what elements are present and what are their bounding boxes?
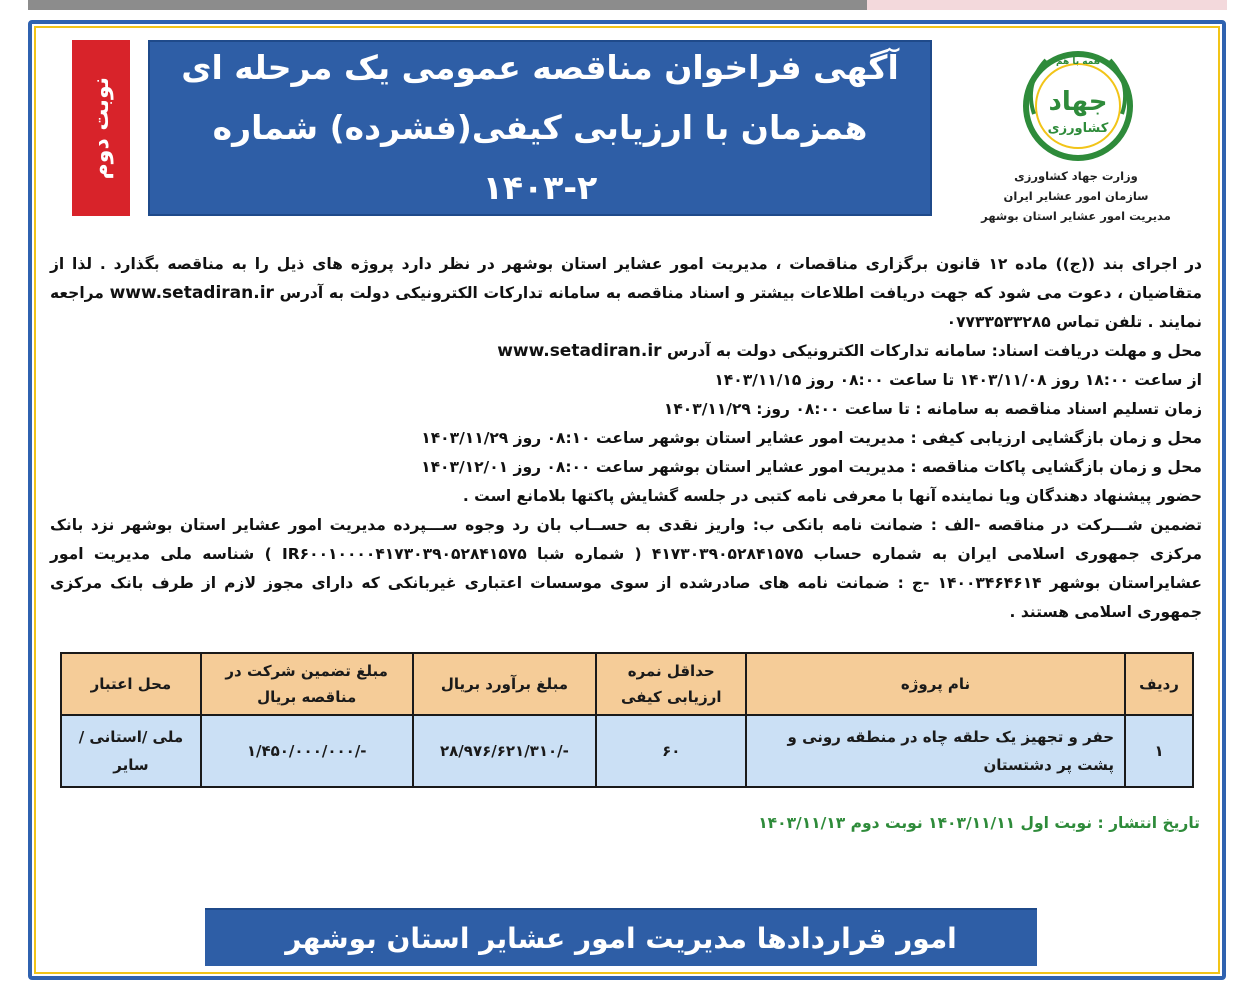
projects-table (60, 652, 1194, 788)
announcement-body (50, 250, 1202, 627)
table-row (61, 715, 1193, 787)
org-organization: سازمان امور عشایر ایران (1003, 189, 1149, 203)
page-title: آگهی فراخوان مناقصه عمومی یک مرحله ای همزمان با ارزیابی کیفی(فشرده) شماره ۲-۱۴۰۳ (181, 48, 899, 207)
col-guarantee: مبلغ تضمین شرکت در مناقصه بریال (201, 653, 413, 715)
col-funding: محل اعتبار (61, 653, 201, 715)
setad-url-2[interactable]: www.setadiran.ir (497, 341, 662, 361)
footer-text: امور قراردادها مدیریت امور عشایر استان بوشهر (285, 921, 957, 955)
documents-period: از ساعت ۱۸:۰۰ روز ۱۴۰۳/۱۱/۰۸ تا ساعت ۰۸:۰۰ روز ۱۴۰۳/۱۱/۱۵ (714, 371, 1202, 389)
cell-guarantee: -/۱/۴۵۰/۰۰۰/۰۰۰ (201, 715, 413, 787)
logo-main-text: جهاد (1048, 87, 1108, 117)
documents-location (50, 337, 1202, 366)
publication-date: تاریخ انتشار : نوبت اول ۱۴۰۳/۱۱/۱۱ نوبت دوم ۱۴۰۳/۱۱/۱۳ (758, 814, 1200, 832)
quality-opening: محل و زمان بازگشایی ارزیابی کیفی : مدیریت امور عشایر استان بوشهر ساعت ۰۸:۱۰ روز ۱۴۰۳/۱۱/۲۹ (421, 429, 1202, 447)
col-row-number: ردیف (1125, 653, 1193, 715)
table-header-row (61, 653, 1193, 715)
envelopes-opening: محل و زمان بازگشایی پاکات مناقصه : مدیریت امور عشایر استان بوشهر ساعت ۰۸:۰۰ روز ۱۴۰۳/۱۲/۰۱ (421, 458, 1202, 476)
contact-text: مراجعه نمایند . تلفن تماس ۰۷۷۳۳۵۳۳۲۸۵ (50, 284, 1202, 331)
submission-deadline: زمان تسلیم اسناد مناقصه به سامانه : تا ساعت ۰۸:۰۰ روز: ۱۴۰۳/۱۱/۲۹ (663, 400, 1202, 418)
top-pink-bar (867, 0, 1227, 10)
turn-label: نوبت دوم (88, 76, 114, 180)
logo-top-text: همه با هم (1055, 57, 1101, 67)
cell-row-number: ۱ (1125, 715, 1193, 787)
col-project-name: نام پروژه (746, 653, 1125, 715)
jahad-keshavarzi-logo (1016, 44, 1140, 164)
intro-paragraph (50, 250, 1202, 337)
cell-estimate: -/۲۸/۹۷۶/۶۲۱/۳۱۰ (413, 715, 597, 787)
logo-sub-text: کشاورزی (1047, 121, 1109, 136)
intro-text: در اجرای بند ((ج)) ماده ۱۲ قانون برگزاری مناقصات ، مدیریت امور عشایر استان بوشهر در نظر دارد پروژه های ذیل را به مناقصه بگذارد . لذا از متقاضیان ، دعوت می شود که جهت دریافت اطلاعات بیشتر و اسناد مناقصه به سامانه تدارکات الکترونیکی دولت به آدرس (50, 255, 1202, 302)
footer-banner (205, 908, 1037, 966)
cell-min-score: ۶۰ (596, 715, 746, 787)
guarantee-terms: تضمین شـــرکت در مناقصه -الف : ضمانت نامه بانکی ب: واریز نقدی به حســاب بان رد وجوه ســـپرده مدیریت امور عشایر استان بوشهر نزد بانک مرکزی جمهوری اسلامی ایران به شماره حساب ۴۱۷۳۰۳۹۰۵۲۸۴۱۵۷۵ ( شماره شبا IR۶۰۰۱۰۰۰۰۴۱۷۳۰۳۹۰۵۲۸۴۱۵۷۵ ) شناسه ملی مدیریت امور عشایراستان بوشهر ۱۴۰۰۳۴۶۴۶۱۴ -ج : ضمانت نامه های صادرشده از سوی موسسات اعتباری غیربانکی که دارای مجوز لازم از طرف بانک مرکزی جمهوری اسلامی هستند . (50, 516, 1203, 621)
cell-funding: ملی /استانی / سایر (61, 715, 201, 787)
org-ministry: وزارت جهاد کشاورزی (1014, 169, 1138, 183)
org-block (960, 166, 1192, 226)
col-estimate: مبلغ برآورد بریال (413, 653, 597, 715)
col-min-score: حداقل نمره ارزیابی کیفی (596, 653, 746, 715)
org-directorate: مدیریت امور عشایر استان بوشهر (981, 209, 1171, 223)
setad-url-1[interactable]: www.setadiran.ir (109, 283, 274, 303)
attendance-note: حضور پیشنهاد دهندگان ویا نماینده آنها با معرفی نامه کتبی در جلسه گشایش پاکتها بلامانع است . (462, 487, 1202, 505)
documents-location-text: محل و مهلت دریافت اسناد: سامانه تدارکات الکترونیکی دولت به آدرس (666, 342, 1202, 360)
title-banner (148, 40, 932, 216)
turn-badge (72, 40, 130, 216)
cell-project-name: حفر و تجهیز یک حلقه چاه در منطقه رونی و پشت پر دشتستان (746, 715, 1125, 787)
